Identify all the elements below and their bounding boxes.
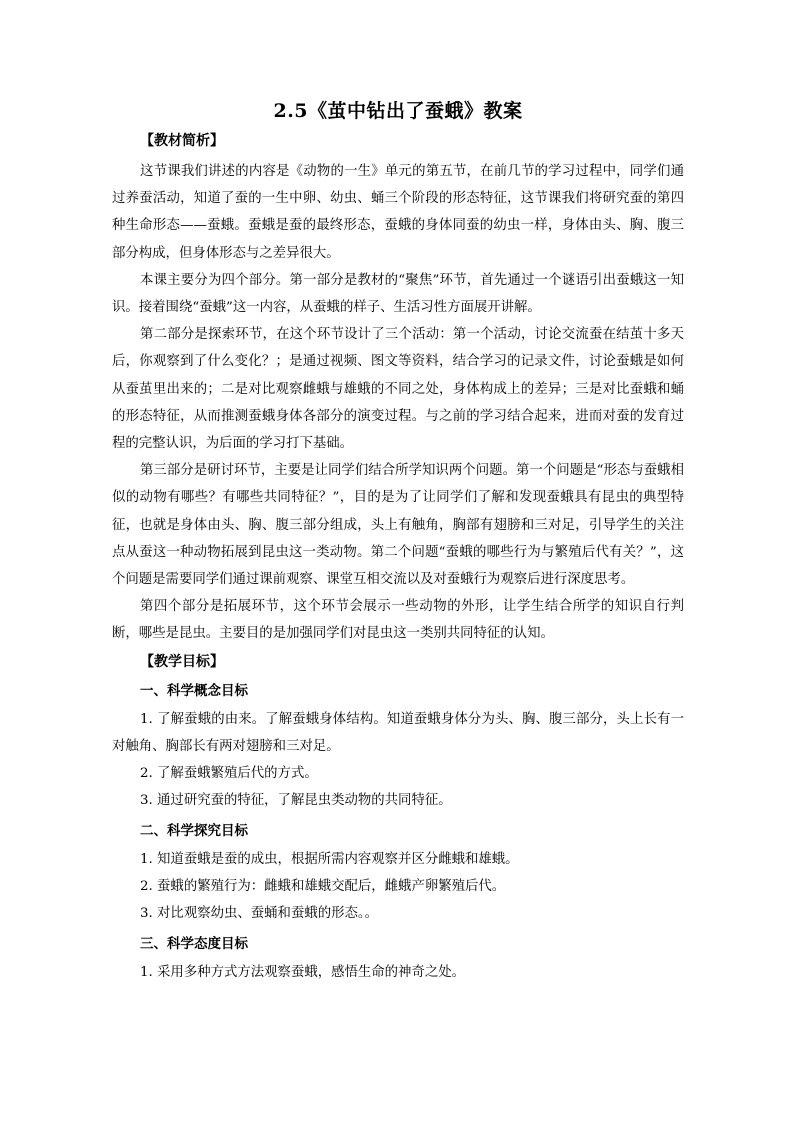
goal-item: 1. 知道蚕蛾是蚕的成虫，根据所需内容观察并区分雌蛾和雄蛾。: [140, 851, 519, 867]
goal-item: 2. 蚕蛾的繁殖行为：雌蛾和雄蛾交配后，雌蛾产卵繁殖后代。: [140, 878, 506, 894]
goals-heading: 【教学目标】: [140, 653, 224, 670]
goal-item: 1. 采用多种方式方法观察蚕蛾，感悟生命的神奇之处。: [140, 964, 466, 980]
analysis-paragraph: 第二部分是探索环节，在这个环节设计了三个活动：第一个活动，讨论交流蚕在结茧十多天后，你观察到了什么变化？；是通过视频、图文等资料，结合学习的记录文件，讨论蚕蛾是如何从蚕茧里出来的；二是对比观察雌蛾与雄蛾的不同之处，身体构成上的差异；三是对比蚕蛾和蛹的形态特征，从而推测蚕蛾身体各部分的演变过程。与之前的学习结合起来，进而对蚕的发育过程的完整认识，为后面的学习打下基础。: [112, 327, 684, 452]
goal-item: 3. 对比观察幼虫、蚕蛹和蚕蛾的形态。。: [140, 905, 378, 921]
document-title: 2.5《茧中钻出了蚕蛾》教案: [273, 100, 523, 122]
analysis-paragraph: 这节课我们讲述的内容是《动物的一生》单元的第五节，在前几节的学习过程中，同学们通过养蚕活动，知道了蚕的一生中卵、幼虫、蛹三个阶段的形态特征，这节课我们将研究蚕的第四种生命形态——蚕蛾。蚕蛾是蚕的最终形态，蚕蛾的身体同蚕的幼虫一样，身体由头、胸、腹三部分构成，但身体形态与之差异很大。: [112, 164, 684, 261]
inquiry-goals-heading: 二、科学探究目标: [140, 822, 248, 839]
goal-item: 3. 通过研究蚕的特征，了解昆虫类动物的共同特征。: [140, 792, 452, 808]
goal-item: 2. 了解蚕蛾繁殖后代的方式。: [140, 765, 318, 781]
analysis-paragraph: 第四个部分是拓展环节，这个环节会展示一些动物的外形，让学生结合所学的知识自行判断，哪些是昆虫。主要目的是加强同学们对昆虫这一类别共同特征的认知。: [112, 599, 684, 642]
goal-item: 1. 了解蚕蛾的由来。了解蚕蛾身体结构。知道蚕蛾身体分为头、胸、腹三部分，头上长有一对触角、胸部长有两对翅膀和三对足。: [112, 711, 684, 754]
document-page: [112, 96, 684, 986]
concept-goals-heading: 一、科学概念目标: [140, 682, 248, 699]
analysis-paragraph: 本课主要分为四个部分。第一部分是教材的“聚焦”环节，首先通过一个谜语引出蚕蛾这一知识。接着围绕“蚕蛾”这一内容，从蚕蛾的样子、生活习性方面展开讲解。: [112, 272, 684, 316]
analysis-paragraph: 第三部分是研讨环节，主要是让同学们结合所学知识两个问题。第一个问题是“形态与蚕蛾相似的动物有哪些？有哪些共同特征？”，目的是为了让同学们了解和发现蚕蛾具有昆虫的典型特征，也就是身体由头、胸、腹三部分组成，头上有触角，胸部有翅膀和三对足，引导学生的关注点从蚕这一种动物拓展到昆虫这一类动物。第二个问题“蚕蛾的哪些行为与繁殖后代有关？”，这个问题是需要同学们通过课前观察、课堂互相交流以及对蚕蛾行为观察后进行深度思考。: [112, 463, 684, 588]
analysis-heading: 【教材简析】: [140, 133, 224, 149]
attitude-goals-heading: 三、科学态度目标: [140, 935, 248, 952]
